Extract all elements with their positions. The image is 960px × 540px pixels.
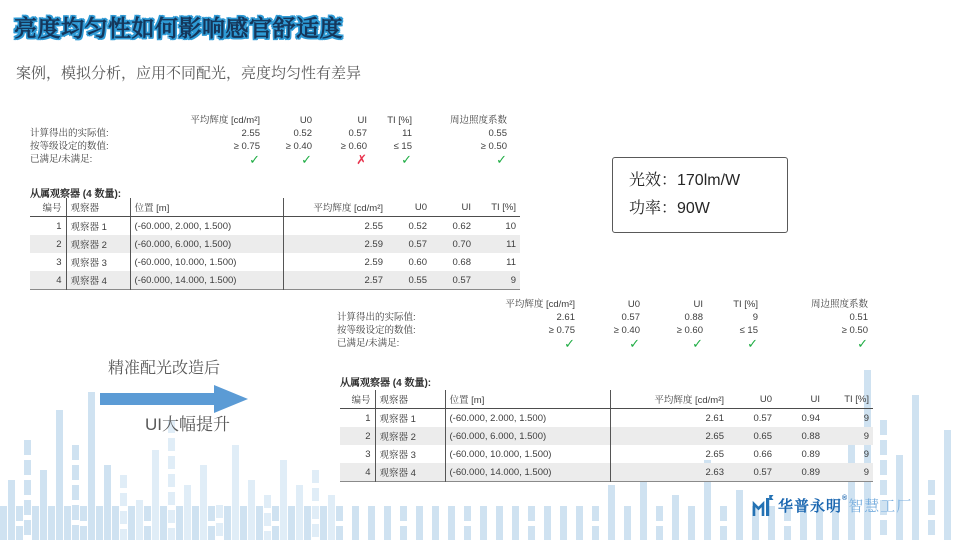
value-cell: ≥ 0.75 [548,325,575,336]
col-header: 位置 [m] [130,198,283,217]
logo-brand-text: 华普永明® [778,494,849,515]
cell: 9 [824,463,873,482]
check-icon: ✓ [564,336,575,351]
check-icon: ✓ [301,152,312,167]
luminous-efficacy: 光效：170lm/W [629,172,741,189]
col-header: U0 [728,390,776,409]
value-cell: 0.52 [293,128,312,139]
cell: 9 [863,448,869,460]
cell: 2.59 [364,256,383,268]
cell: 0.55 [387,271,431,290]
annotation-above-arrow: 精准配光改造后 [108,360,221,377]
col-header: 周边照度系数 [810,299,868,310]
cell: 观察器 2 [375,427,445,445]
value-cell: ≥ 0.40 [613,325,640,336]
row-label: 已满足/未满足: [30,154,93,165]
cell: 0.60 [408,256,427,268]
spacer [337,298,487,311]
cell: 0.88 [776,427,824,445]
header-row [30,198,520,217]
logo-suffix-text: 智慧工厂 [848,497,913,515]
cell: 观察器 2 [66,235,130,253]
col-header: UI [357,115,367,126]
value-cell: ≥ 0.60 [340,141,367,152]
value-cell: 0.88 [684,312,703,323]
row-label: 计算得出的实际值: [30,128,109,139]
value-cell: 0.55 [488,128,507,139]
col-header: TI [%] [387,115,412,126]
col-header: UI [776,390,824,409]
cell: 观察器 4 [66,271,130,290]
cell: 4 [30,271,66,290]
value-cell: 2.55 [241,128,260,139]
cell: 3 [340,445,375,463]
value-cell: ≥ 0.60 [676,325,703,336]
cross-icon: ✗ [356,152,367,167]
col-header: 平均辉度 [cd/m²] [505,299,575,310]
cell: 2.63 [610,463,728,482]
observer-table-title: 从属观察器 (4 数量): [30,189,122,200]
summary-after [337,298,868,350]
col-header: 编号 [340,390,375,409]
check-icon: ✓ [747,336,758,351]
cell: 0.62 [452,220,471,232]
cell: 0.66 [753,448,772,460]
cell: 9 [863,412,869,424]
cell: 2.59 [283,235,387,253]
col-header: TI [%] [733,299,758,310]
cell: (-60.000, 2.000, 1.500) [445,409,610,428]
table-row [30,217,520,236]
cell: 观察器 3 [375,445,445,463]
col-header: 周边照度系数 [449,115,507,126]
cell: (-60.000, 6.000, 1.500) [130,235,283,253]
cell: 2.65 [705,448,724,460]
table-row [30,271,520,290]
check-icon: ✓ [857,336,868,351]
value-cell: ≥ 0.50 [841,325,868,336]
col-header: U0 [387,198,431,217]
spec-box [612,157,788,233]
cell: 1 [340,409,375,428]
observer-table-before [30,198,520,290]
cell: 3 [30,253,66,271]
col-header: UI [693,299,703,310]
value-cell: ≥ 0.75 [233,141,260,152]
table-row [340,463,873,482]
value-cell: 2.61 [556,312,575,323]
cell: 观察器 1 [375,409,445,428]
row-label: 按等级设定的数值: [30,141,109,152]
col-header: 平均辉度 [cd/m²] [283,198,387,217]
value-cell: ≥ 0.50 [480,141,507,152]
company-logo [752,493,912,517]
cell: (-60.000, 10.000, 1.500) [130,253,283,271]
summary-before [30,114,507,166]
cell: 2.55 [364,220,383,232]
col-header: 平均辉度 [cd/m²] [190,115,260,126]
cell: 2.65 [610,427,728,445]
row-label: 计算得出的实际值: [337,312,416,323]
cell: 11 [475,235,520,253]
cell: 0.89 [801,448,820,460]
cell: 0.68 [452,256,471,268]
col-header: TI [%] [475,198,520,217]
cell: 4 [340,463,375,482]
value-cell: 0.51 [849,312,868,323]
cell: 0.52 [408,220,427,232]
annotation-below-arrow: UI大幅提升 [145,415,230,434]
table-row [30,235,520,253]
col-header: 编号 [30,198,66,217]
col-header: U0 [299,115,312,126]
check-icon: ✓ [401,152,412,167]
col-header: U0 [627,299,640,310]
cell: 10 [505,220,516,232]
col-header: 观察器 [375,390,445,409]
row-label: 按等级设定的数值: [337,325,416,336]
cell: 2.57 [283,271,387,290]
value-cell: 0.57 [348,128,367,139]
cell: 0.57 [431,271,475,290]
value-cell: 0.57 [621,312,640,323]
row-label: 已满足/未满足: [337,338,400,349]
cell: 0.70 [431,235,475,253]
cell: (-60.000, 2.000, 1.500) [130,217,283,236]
value-cell: ≤ 15 [739,325,758,336]
cell: 观察器 1 [66,217,130,236]
col-header: 观察器 [66,198,130,217]
observer-table-after [340,390,873,482]
cell: 0.94 [801,412,820,424]
table-row [340,409,873,428]
observer-table-title: 从属观察器 (4 数量): [340,378,432,389]
power: 功率：90W [629,200,710,217]
cell: 1 [30,217,66,236]
cell: (-60.000, 14.000, 1.500) [130,271,283,290]
cell: 2.61 [705,412,724,424]
check-icon: ✓ [496,152,507,167]
cell: 2 [340,427,375,445]
cell: 0.65 [728,427,776,445]
value-cell: ≥ 0.40 [285,141,312,152]
cell: (-60.000, 10.000, 1.500) [445,445,610,463]
cell: 0.89 [776,463,824,482]
check-icon: ✓ [629,336,640,351]
cell: 观察器 4 [375,463,445,482]
value-cell: 11 [402,128,412,139]
cell: (-60.000, 14.000, 1.500) [445,463,610,482]
value-cell: ≤ 15 [393,141,412,152]
col-header: 平均辉度 [cd/m²] [610,390,728,409]
cell: 0.57 [728,463,776,482]
value-cell: 9 [752,312,758,323]
cell: 2 [30,235,66,253]
check-icon: ✓ [692,336,703,351]
table-row [340,445,873,463]
cell: 观察器 3 [66,253,130,271]
check-icon: ✓ [249,152,260,167]
cell: 11 [506,256,516,268]
header-row [340,390,873,409]
factory-logo-icon [752,493,774,517]
table-row [30,253,520,271]
cell: 0.57 [753,412,772,424]
col-header: TI [%] [824,390,873,409]
cell: (-60.000, 6.000, 1.500) [445,427,610,445]
registered-mark: ® [842,494,849,502]
col-header: UI [431,198,475,217]
slide-subtitle: 案例，模拟分析，应用不同配光，亮度均匀性有差异 [16,65,362,82]
slide-title: 亮度均匀性如何影响感官舒适度 [14,15,343,41]
cell: 0.57 [387,235,431,253]
col-header: 位置 [m] [445,390,610,409]
spacer [30,114,142,127]
table-row [340,427,873,445]
cell: 9 [824,427,873,445]
cell: 9 [475,271,520,290]
